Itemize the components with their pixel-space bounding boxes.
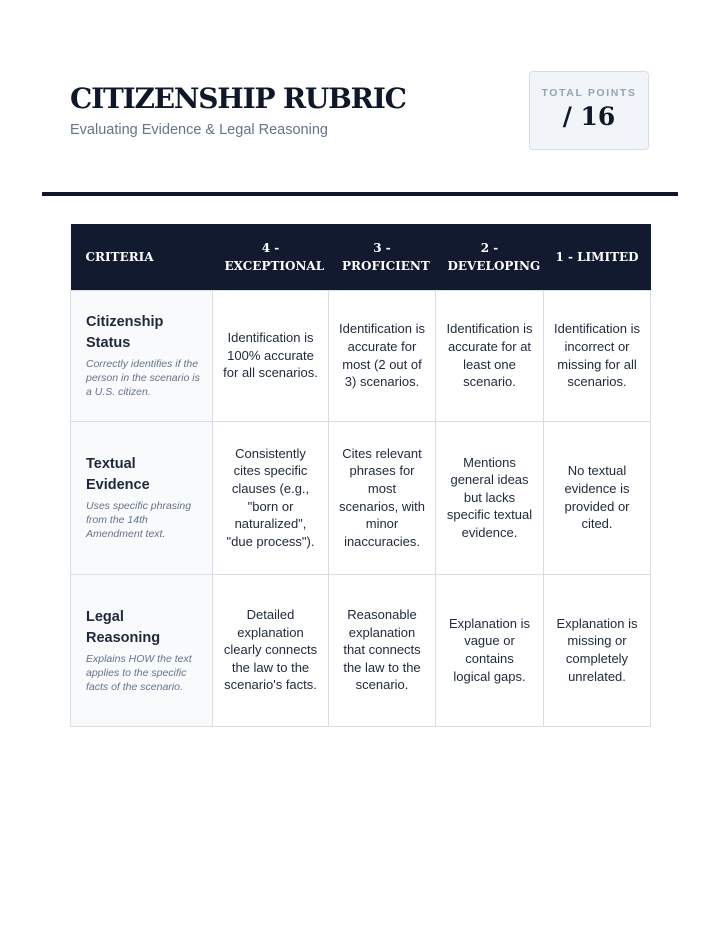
- score-cell-exceptional: Identification is 100% accurate for all scenarios.: [213, 290, 329, 421]
- table-row: [71, 290, 651, 421]
- column-header-criteria: CRITERIA: [71, 224, 213, 290]
- criteria-name: Citizenship Status: [86, 314, 164, 351]
- score-cell-proficient: Identification is accurate for most (2 out of 3) scenarios.: [329, 290, 436, 421]
- criteria-name: Legal Reasoning: [86, 608, 161, 646]
- score-cell-developing: Mentions general ideas but lacks specific textual evidence.: [436, 421, 544, 574]
- criteria-name: Textual Evidence: [86, 456, 150, 493]
- score-cell-developing: Identification is accurate for at least one scenario.: [436, 290, 544, 421]
- criteria-cell-citizenship-status: [71, 290, 213, 421]
- header-divider: [42, 192, 678, 196]
- page-subtitle: Evaluating Evidence & Legal Reasoning: [70, 122, 328, 138]
- rubric-header: [70, 78, 650, 158]
- criteria-description: Correctly identifies if the person in the scenario is a U.S. citizen.: [86, 358, 200, 398]
- column-header-proficient: 3 - PROFICIENT: [329, 224, 436, 290]
- total-points-label: TOTAL POINTS: [541, 87, 637, 99]
- total-points-value: / 16: [562, 102, 616, 131]
- score-cell-exceptional: Consistently cites specific clauses (e.g., "born or naturalized", "due process").: [213, 421, 329, 574]
- score-cell-proficient: Cites relevant phrases for most scenarios, with minor inaccuracies.: [329, 421, 436, 574]
- column-header-exceptional: 4 - EXCEPTIONAL: [213, 224, 329, 290]
- column-header-developing: 2 - DEVELOPING: [436, 224, 544, 290]
- total-points-box: [529, 71, 649, 150]
- score-cell-developing: Explanation is vague or contains logical gaps.: [436, 574, 544, 726]
- score-cell-limited: Explanation is missing or completely unrelated.: [544, 574, 651, 726]
- page-title: CITIZENSHIP RUBRIC: [70, 82, 406, 115]
- score-cell-exceptional: Detailed explanation clearly connects the law to the scenario's facts.: [213, 574, 329, 726]
- criteria-cell-textual-evidence: [71, 421, 213, 574]
- criteria-description: Explains HOW the text applies to the specific facts of the scenario.: [86, 652, 192, 693]
- rubric-table: [70, 224, 651, 727]
- table-header-row: [71, 224, 651, 290]
- score-cell-limited: Identification is incorrect or missing for all scenarios.: [544, 290, 651, 421]
- score-cell-limited: No textual evidence is provided or cited.: [544, 421, 651, 574]
- table-row: [71, 574, 651, 726]
- column-header-limited: 1 - LIMITED: [544, 224, 651, 290]
- criteria-description: Uses specific phrasing from the 14th Amendment text.: [86, 500, 192, 540]
- table-row: [71, 421, 651, 574]
- score-cell-proficient: Reasonable explanation that connects the law to the scenario.: [329, 574, 436, 726]
- criteria-cell-legal-reasoning: [71, 574, 213, 726]
